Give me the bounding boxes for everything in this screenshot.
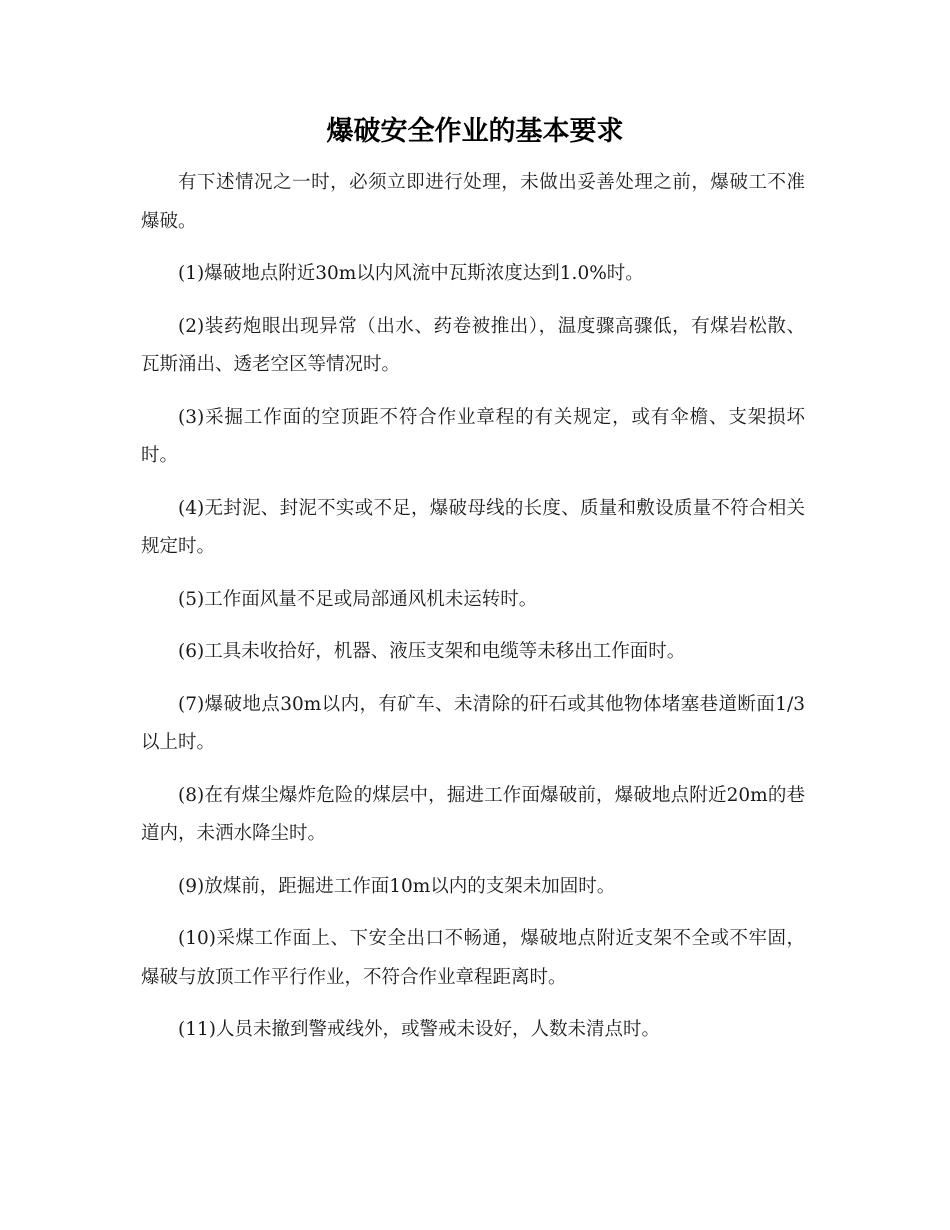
intro-paragraph: 有下述情况之一时，必须立即进行处理，未做出妥善处理之前，爆破工不准爆破。 — [141, 172, 805, 232]
requirement-item-3: (3)采掘工作面的空顶距不符合作业章程的有关规定，或有伞檐、支架损坏时。 — [141, 406, 805, 466]
requirement-item-8: (8)在有煤尘爆炸危险的煤层中，掘进工作面爆破前，爆破地点附近20m的巷道内，未洒水降尘时。 — [141, 784, 805, 844]
requirement-item-10: (10)采煤工作面上、下安全出口不畅通，爆破地点附近支架不全或不牢固，爆破与放顶工作平行作业，不符合作业章程距离时。 — [141, 928, 805, 988]
requirement-item-2: (2)装药炮眼出现异常（出水、药卷被推出），温度骤高骤低，有煤岩松散、瓦斯涌出、透老空区等情况时。 — [141, 315, 805, 375]
document-body — [141, 164, 805, 1064]
requirement-item-4: (4)无封泥、封泥不实或不足，爆破母线的长度、质量和敷设质量不符合相关规定时。 — [141, 497, 805, 557]
requirement-item-6: (6)工具未收拾好，机器、液压支架和电缆等未移出工作面时。 — [178, 641, 686, 662]
requirement-item-5: (5)工作面风量不足或局部通风机未运转时。 — [178, 588, 538, 610]
requirement-item-9: (9)放煤前，距掘进工作面10m以内的支架未加固时。 — [178, 875, 616, 897]
requirement-item-1: (1)爆破地点附近30m以内风流中瓦斯浓度达到1.0%时。 — [178, 263, 644, 284]
requirement-item-7: (7)爆破地点30m以内，有矿车、未清除的矸石或其他物体堵塞巷道断面1/3以上时。 — [141, 693, 805, 753]
document-title: 爆破安全作业的基本要求 — [326, 116, 624, 147]
requirement-item-11: (11)人员未撤到警戒线外，或警戒未设好，人数未清点时。 — [178, 1019, 660, 1040]
